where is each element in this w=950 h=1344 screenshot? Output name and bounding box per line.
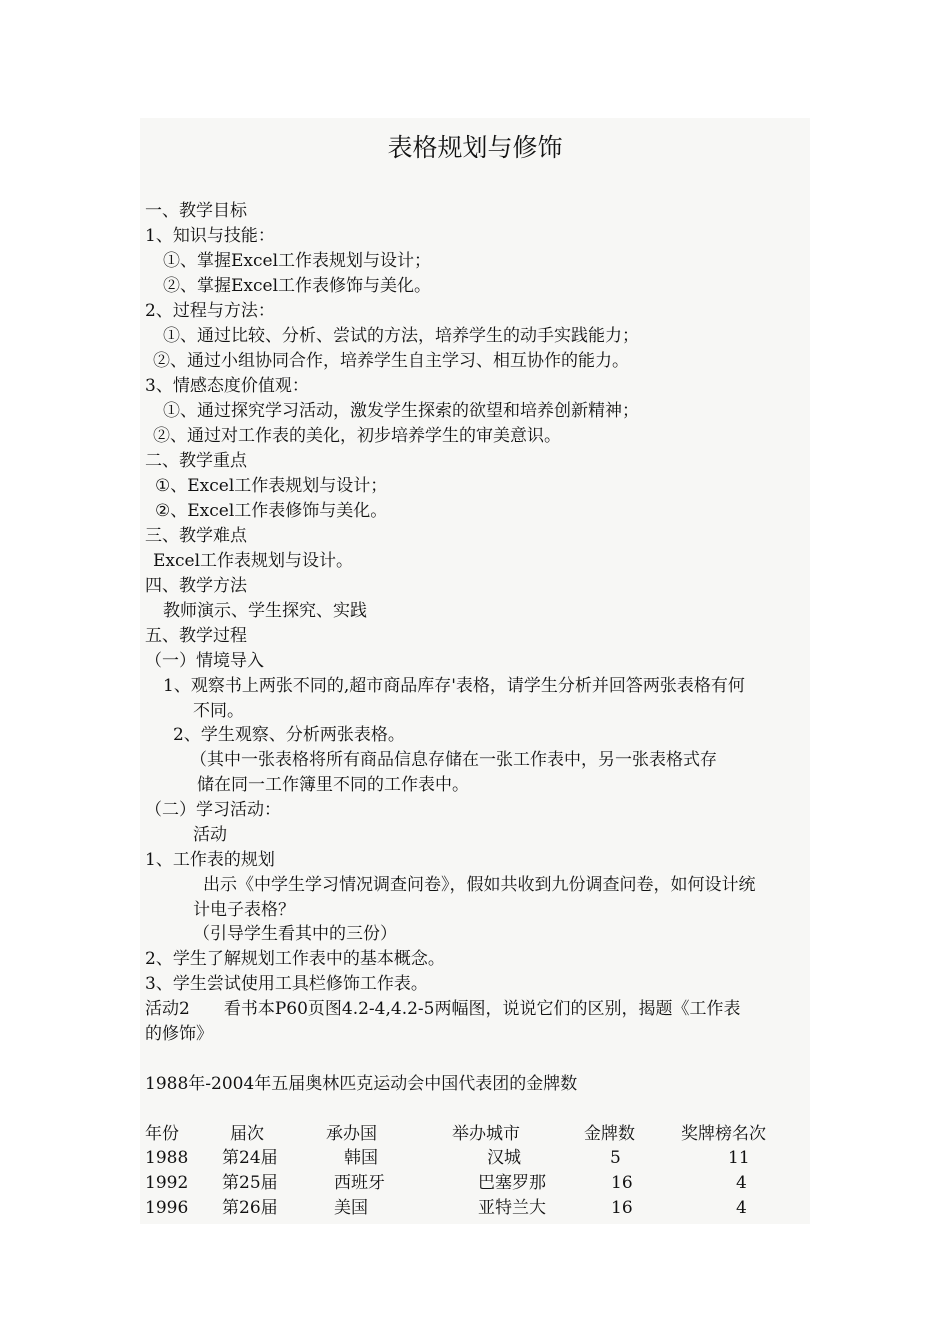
list-item: ②、通过小组协同合作，培养学生自主学习、相互协作的能力。 xyxy=(153,351,629,371)
paragraph: 出示《中学生学习情况调查问卷》，假如共收到九份调查问卷，如何设计统 xyxy=(203,875,756,895)
paragraph: 教师演示、学生探究、实践 xyxy=(163,601,367,621)
table-header-year: 年份 xyxy=(145,1124,179,1144)
table-cell: 1988 xyxy=(145,1148,189,1168)
table-cell: 16 xyxy=(611,1198,633,1218)
subheading-activities: （二）学习活动： xyxy=(145,800,281,820)
subheading-attitudes-values: 3、情感态度价值观： xyxy=(145,376,309,396)
paragraph: 2、学生观察、分析两张表格。 xyxy=(173,725,405,745)
heading-methods: 四、教学方法 xyxy=(145,576,247,596)
table-cell: 4 xyxy=(736,1198,747,1218)
document-title: 表格规划与修饰 xyxy=(387,133,563,162)
table-cell: 汉城 xyxy=(487,1148,521,1168)
table-cell: 韩国 xyxy=(344,1148,378,1168)
table-header-session: 届次 xyxy=(230,1124,264,1144)
table-cell: 第24届 xyxy=(222,1148,278,1168)
list-item: ①、Excel工作表规划与设计； xyxy=(155,476,388,496)
subheading-process-methods: 2、过程与方法： xyxy=(145,301,275,321)
paragraph: 不同。 xyxy=(193,701,244,721)
table-cell: 美国 xyxy=(334,1198,368,1218)
paragraph: 活动 xyxy=(193,825,227,845)
heading-teaching-goals: 一、教学目标 xyxy=(145,201,247,221)
list-item: ②、Excel工作表修饰与美化。 xyxy=(155,501,388,521)
paragraph: 3、学生尝试使用工具栏修饰工作表。 xyxy=(145,974,428,994)
paragraph: （其中一张表格将所有商品信息存储在一张工作表中，另一张表格式存 xyxy=(190,750,717,770)
paragraph: 1、观察书上两张不同的,超市商品库存'表格，请学生分析并回答两张表格有何 xyxy=(163,676,745,696)
subheading-knowledge-skills: 1、知识与技能： xyxy=(145,226,275,246)
subheading-intro: （一）情境导入 xyxy=(145,651,264,671)
table-header-host-city: 举办城市 xyxy=(452,1124,520,1144)
heading-process: 五、教学过程 xyxy=(145,626,247,646)
table-cell: 4 xyxy=(736,1173,747,1193)
table-cell: 西班牙 xyxy=(334,1173,385,1193)
heading-difficulties: 三、教学难点 xyxy=(145,526,247,546)
table-cell: 11 xyxy=(728,1148,750,1168)
list-item: ①、通过探究学习活动，激发学生探索的欲望和培养创新精神； xyxy=(163,401,639,421)
list-item: ①、通过比较、分析、尝试的方法，培养学生的动手实践能力； xyxy=(163,326,639,346)
paragraph: 计电子表格？ xyxy=(193,900,295,920)
paragraph: Excel工作表规划与设计。 xyxy=(153,551,354,571)
paragraph: 2、学生了解规划工作表中的基本概念。 xyxy=(145,949,445,969)
heading-key-points: 二、教学重点 xyxy=(145,451,247,471)
table-cell: 巴塞罗那 xyxy=(478,1173,546,1193)
paragraph: （引导学生看其中的三份） xyxy=(193,924,397,944)
table-cell: 1992 xyxy=(145,1173,189,1193)
table-caption: 1988年-2004年五届奥林匹克运动会中国代表团的金牌数 xyxy=(145,1074,578,1094)
list-item: ②、通过对工作表的美化，初步培养学生的审美意识。 xyxy=(153,426,561,446)
table-cell: 第26届 xyxy=(222,1198,278,1218)
table-header-host-country: 承办国 xyxy=(326,1124,377,1144)
list-item: ②、掌握Excel工作表修饰与美化。 xyxy=(163,276,432,296)
paragraph: 储在同一工作簿里不同的工作表中。 xyxy=(197,775,469,795)
paragraph: 活动2 看书本P60页图4.2-4,4.2-5两幅图，说说它们的区别，揭题《工作表 xyxy=(145,999,741,1019)
table-cell: 5 xyxy=(610,1148,621,1168)
table-cell: 第25届 xyxy=(222,1173,278,1193)
table-header-gold-medals: 金牌数 xyxy=(584,1124,635,1144)
table-header-medal-rank: 奖牌榜名次 xyxy=(681,1124,766,1144)
list-item: ①、掌握Excel工作表规划与设计； xyxy=(163,251,432,271)
table-cell: 1996 xyxy=(145,1198,189,1218)
subheading-worksheet-planning: 1、工作表的规划 xyxy=(145,850,275,870)
table-cell: 亚特兰大 xyxy=(478,1198,546,1218)
table-cell: 16 xyxy=(611,1173,633,1193)
paragraph: 的修饰》 xyxy=(145,1024,213,1044)
